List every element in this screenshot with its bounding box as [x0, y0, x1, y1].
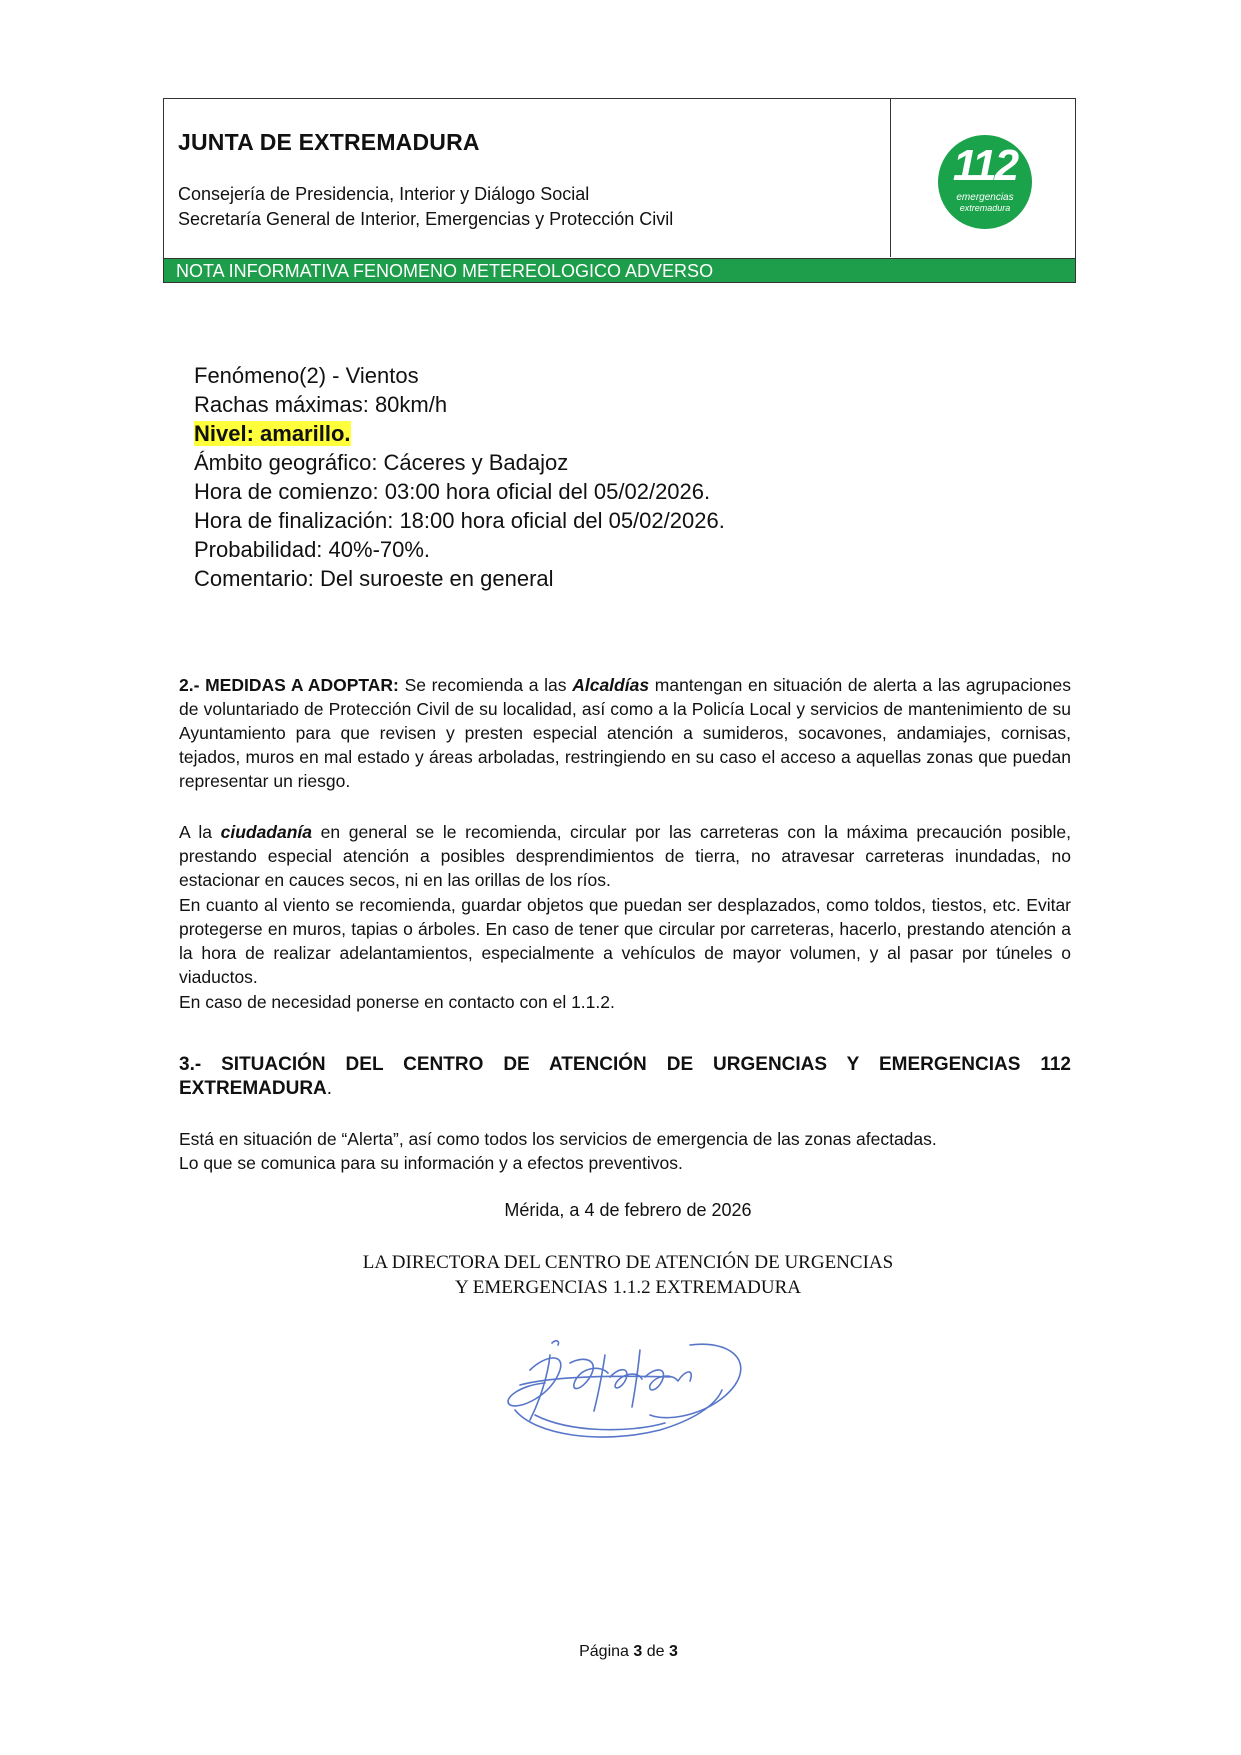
situacion-heading-end: . [326, 1078, 333, 1099]
phenomenon-scope: Ámbito geográfico: Cáceres y Badajoz [194, 450, 569, 475]
phenomenon-start: Hora de comienzo: 03:00 hora oficial del 05/02/2026. [194, 479, 711, 504]
logo-subtitle-2: extremadura [959, 203, 1011, 213]
header-text-cell [164, 99, 891, 257]
viento-paragraph: En cuanto al viento se recomienda, guardar objetos que puedan ser desplazados, como toldos, tiestos, etc. Evitar protegerse en muros, tapias o árboles. En caso de tener que circular por carreteras, hacerlo, prestando atención a la hora de realizar adelantamientos, especialmente a vehículos de mayor volumen, y al pasar por túneles o viaductos. [179, 895, 1071, 987]
phenomenon-type: Fenómeno(2) - Vientos [194, 363, 419, 388]
place-date: Mérida, a 4 de febrero de 2026 [504, 1200, 752, 1220]
header-secretariat: Secretaría General de Interior, Emergencias y Protección Civil [178, 209, 674, 229]
handwritten-signature [490, 1315, 760, 1455]
header-department: Consejería de Presidencia, Interior y Diálogo Social [178, 184, 590, 204]
phenomenon-end: Hora de finalización: 18:00 hora oficial del 05/02/2026. [194, 508, 725, 533]
phenomenon-probability: Probabilidad: 40%-70%. [194, 537, 431, 562]
phenomenon-level: Nivel: amarillo. [194, 421, 351, 446]
header-logo-cell [891, 99, 1075, 257]
footer-page-number: 3 [633, 1643, 643, 1660]
phenomenon-level-row [194, 419, 725, 448]
phenomenon-gusts: Rachas máximas: 80km/h [194, 392, 448, 417]
emergencias-112-logo [938, 135, 1032, 229]
ciudadania-text-post: en general se le recomienda, circular por las carreteras con la máxima precaución posible, prestando especial atención a posibles desprendimientos de tierra, no atravesar carreteras inundadas, no estacionar en cauces secos, ni en las orillas de los ríos. [179, 822, 1071, 890]
footer-of-label: de [642, 1643, 669, 1660]
ciudadania-text-pre: A la [179, 822, 221, 842]
comunica-paragraph: Lo que se comunica para su información y a efectos preventivos. [179, 1153, 683, 1173]
signatory-line-1: LA DIRECTORA DEL CENTRO DE ATENCIÓN DE URGENCIAS [362, 1252, 894, 1273]
phenomenon-block [194, 361, 725, 593]
logo-number: 112 [952, 141, 1018, 190]
situacion-heading-text: 3.- SITUACIÓN DEL CENTRO DE ATENCIÓN DE URGENCIAS Y EMERGENCIAS 112 EXTREMADURA [179, 1054, 1071, 1099]
header-band: NOTA INFORMATIVA FENOMENO METEREOLOGICO ADVERSO [164, 258, 1075, 282]
phenomenon-comment: Comentario: Del suroeste en general [194, 566, 554, 591]
footer-page-total: 3 [668, 1643, 678, 1660]
header-title: JUNTA DE EXTREMADURA [178, 129, 480, 155]
page-footer [0, 1643, 1241, 1661]
ciudadania-emphasis: ciudadanía [220, 822, 313, 842]
medidas-heading: 2.- MEDIDAS A ADOPTAR: [179, 675, 399, 695]
necesidad-paragraph: En caso de necesidad ponerse en contacto con el 1.1.2. [179, 992, 615, 1012]
alerta-paragraph: Está en situación de “Alerta”, así como todos los servicios de emergencia de las zonas afectadas. [179, 1129, 937, 1149]
footer-page-label: Página [579, 1643, 634, 1660]
document-header [163, 98, 1076, 283]
medidas-text-pre: Se recomienda a las [398, 675, 573, 695]
medidas-text-post: mantengan en situación de alerta a las agrupaciones de voluntariado de Protección Civil de su localidad, así como a la Policía Local y servicios de mantenimiento de su Ayuntamiento para que revisen y presten especial atención a sumideros, socavones, andamiajes, cornisas, tejados, muros en mal estado y áreas arboladas, restringiendo en su caso el acceso a aquellas zonas que puedan representar un riesgo. [179, 675, 1071, 791]
situacion-heading [179, 1053, 1071, 1101]
medidas-emphasis: Alcaldías [572, 675, 650, 695]
signatory-line-2: Y EMERGENCIAS 1.1.2 EXTREMADURA [454, 1277, 802, 1298]
logo-subtitle-1: emergencias [956, 192, 1014, 203]
medidas-paragraph [179, 673, 1071, 793]
ciudadania-paragraph [179, 820, 1071, 892]
